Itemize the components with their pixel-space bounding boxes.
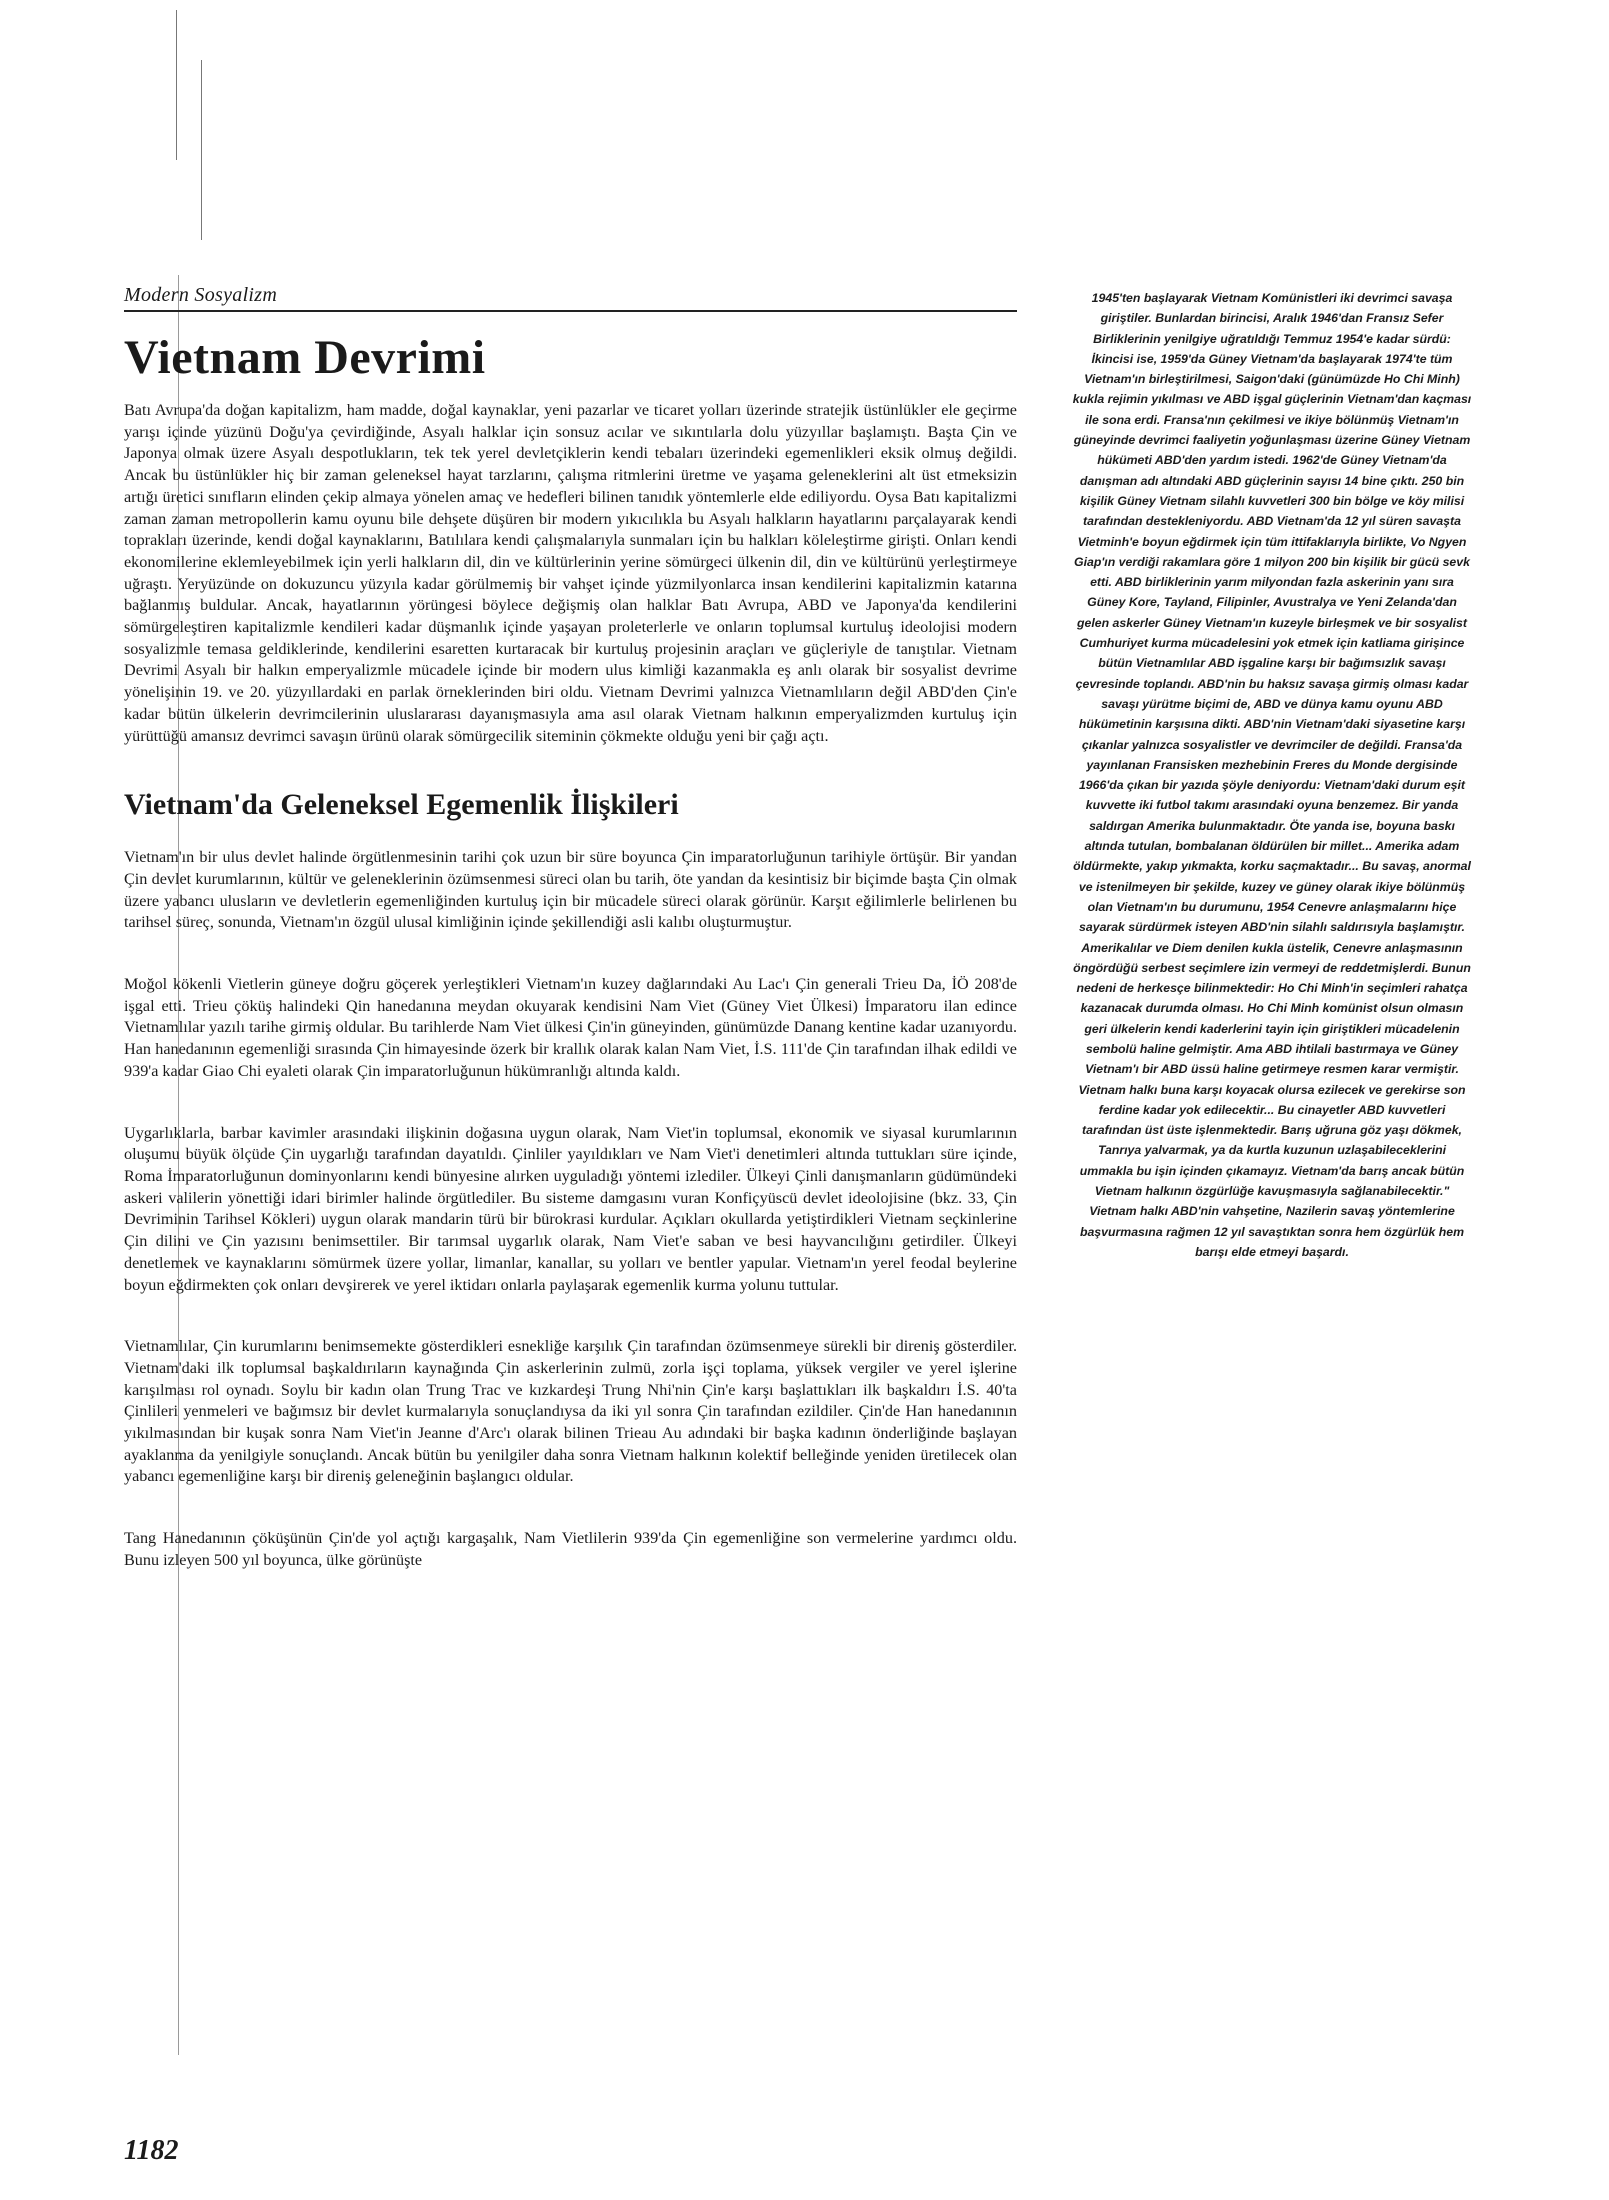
- header-rule: [124, 310, 1017, 312]
- body-paragraph: Vietnamlılar, Çin kurumlarını benimsemekte gösterdikleri esnekliğe karşılık Çin tarafından özümsenmeye sürekli bir direniş gösterdiler. Vietnam'daki ilk toplumsal başkaldırıların kaynağında Çin askerlerinin zulmü, zorla işçi toplama, yüksek vergiler ve yerel işlerine karışılması rol oynadı. Soylu bir kadın olan Trung Trac ve kızkardeşi Trung Nhi'nin Çin'e karşı başlattıkları ilk başkaldırı İ.S. 40'ta Çinlileri yenmeleri ve bağımsız bir devlet kurmalarıyla sonuçlandıysa da iki yıl sonra Çin tarafından ezildiler. Çin'de Han hanedanının yıkılmasından bir kuşak sonra Nam Viet'in Jeanne d'Arc'ı olarak bilinen Trieau Au adındaki bir başka kadının önderliğinde başlayan ayaklanma da yenilgiyle sonuçlandı. Ancak bütün bu yenilgiler daha sonra Vietnam halkının kolektif belleğinde yeniden üretilecek olan yabancı egemenliğine karşı bir direniş geleneğinin başlangıcı oldular.: [124, 1337, 1017, 1486]
- intro-paragraph: Batı Avrupa'da doğan kapitalizm, ham madde, doğal kaynaklar, yeni pazarlar ve ticaret yolları üzerinde stratejik üstünlükler ele geçirme yarışı içinde yüzünü Doğu'ya çevirdiğinde, Asyalı halklar için sonsuz acılar ve sıkıntılarla dolu yüzyıllar başlamıştı. Başta Çin ve Japonya olmak üzere Asyalı despotlukların, tek tek yerel devletçiklerin kendi tebaları üzerindeki egemenlikleri eksik olmuş değildi. Ancak bu üstünlükler hiç bir zaman geleneksel hayat tarzlarını, çalışma ritmlerini üretme ve yaşama geleneklerini alt üst etmeksizin artığı üretici sınıfların elinden çekip almaya yönelen amaç ve hedefleri bilinen tanıdık yöntemlerle elde ediliyordu. Oysa Batı kapitalizmi zaman zaman metropollerin kamu oyunu bile dehşete düşüren bir modern yıkıcılıkla bu Asyalı halkların hayatlarını parçalayarak kendi toprakları üzerinde, kendi doğal kaynaklarını, Batılılara kendi çalışmalarıyla sunmaları için bu halkları köleleştirme girişti. Onları kendi ekonomilerine eklemleyebilmek için yerli halkların dil, din ve kültürlerinin yerine sömürgeci ülkenin dil, din ve kültürünü yerleştirmeye uğraştı. Yeryüzünde on dokuzuncu yüzyıla kadar görülmemiş bir vahşet içinde yüzmilyonlarca insan kendilerini kapitalizmin katarına bağlanmış buldular. Ancak, hayatlarının yörüngesi böylece değişmiş olan halklar Batı Avrupa, ABD ve Japonya'da kendilerini sömürgeleştiren kapitalizmle kendileri kadar düşmanlık içinde yaşayan proleterlerle ve onların toplumsal kurtuluş ideolojisi modern sosyalizmle temasa geldiklerinde, kendilerini esaretten kurtaracak bir kurtuluş projesinin araçları ve güçleriyle de tanıştılar. Vietnam Devrimi Asyalı bir halkın emperyalizmle mücadele içinde bir modern ulus kimliği kazanmakla eş anlı olarak bir sosyalist devrime yönelişinin 19. ve 20. yüzyıllardaki en parlak örneklerinden biri oldu. Vietnam Devrimi yalnızca Vietnamlıların değil ABD'den Çin'e kadar bütün ülkelerin devrimcilerinin uluslararası dayanışmasıyla ama asıl olarak Vietnam halkının emperyalizmden kurtuluş için yürüttüğü amansız devrimci savaşın ürünü olarak sömürgecilik siteminin çökmekte olduğu yeni bir çağı açtı.: [124, 401, 1017, 745]
- body-paragraph: Tang Hanedanının çöküşünün Çin'de yol açtığı kargaşalık, Nam Vietlilerin 939'da Çin egemenliğine son vermelerine yardımcı oldu. Bunu izleyen 500 yıl boyunca, ülke görünüşte: [124, 1529, 1017, 1569]
- page-number: 1182: [124, 2135, 179, 2166]
- body-paragraph: Vietnam'ın bir ulus devlet halinde örgütlenmesinin tarihi çok uzun bir süre boyunca Çin imparatorluğunun tarihiyle örtüşür. Bir yandan Çin devlet kurumlarının, kültür ve geleneklerinin özümsenmesi süreci olan bu tarih, öte yandan da kesintisiz bir biçimde başta Çin olmak üzere yabancı ulusların ve devletlerin egemenliğinden kurtuluş için bir mücadele süreci olarak görünür. Karşıt eğilimlerle belirlenen bu tarihsel süreç, sonunda, Vietnam'ın özgül ulusal kimliğinin içinde şekillendiği asli kalıbı oluşturmuştur.: [124, 848, 1017, 932]
- sidebar-column: [1072, 288, 1472, 1262]
- body-paragraph: Uygarlıklarla, barbar kavimler arasındaki ilişkinin doğasına uygun olarak, Nam Viet'in toplumsal, ekonomik ve siyasal kurumlarının oluşumu büyük ölçüde Çin uygarlığı tarafından dayatıldı. Çinliler yayıldıkları ve Nam Viet'i denetimleri altında tuttukları süre içinde, Roma İmparatorluğunun dominyonlarını kendi bünyesine alırken uyguladığı yöntemi izlediler. Ülkeyi Çinli danışmanların güdümündeki askeri valilerin yönettiği idari birimler halinde örgütlediler. Bu sisteme damgasını vuran Konfiçyüscü devlet ideolojisine (bkz. 33, Çin Devriminin Tarihsel Kökleri) uygun olarak mandarin türü bir bürokrasi kurdular. Açıkları okullarda yetiştirdikleri Vietnam seçkinlerine Çin dilini ve Çin yazısını benimsettiler. Bir tarımsal uygarlık olarak, Nam Viet'e saban ve besi hayvancılığını getirdiler. Ülkeyi denetlemek ve kaynaklarını sömürmek üzere yollar, limanlar, kanallar, su yolları ve bentler yapular. Vietnam'ın yerel feodal beylerine boyun eğdirmekten çok onları devşirerek ve yerel iktidarı onlarla paylaşarak egemenlik kurma yolunu tuttular.: [124, 1123, 1017, 1294]
- scan-artifacts: [0, 0, 1609, 240]
- section-label: Modern Sosyalizm: [124, 284, 278, 306]
- sidebar-text: 1945'ten başlayarak Vietnam Komünistleri iki devrimci savaşa giriştiler. Bunlardan birincisi, Aralık 1946'dan Fransız Sefer Birliklerinin yenilgiye uğratıldığı Temmuz 1954'e kadar sürdü: İkincisi ise, 1959'da Güney Vietnam'da başlayarak 1974'te tüm Vietnam'ın birleştirilmesi, Saigon'daki (günümüzde Ho Chi Minh) kukla rejimin yıkılması ve ABD işgal güçlerinin Vietnam'dan kaçması ile sona erdi. Fransa'nın çekilmesi ve ikiye bölünmüş Vietnam'ın güneyinde devrimci faaliyetin yoğunlaşması üzerine Güney Vietnam hükümeti ABD'den yardım istedi. 1962'de Güney Vietnam'da danışman adı altındaki ABD güçlerinin sayısı 14 bine çıktı. 250 bin kişilik Güney Vietnam silahlı kuvvetleri 300 bin bölge ve köy milisi tarafından destekleniyordu. ABD Vietnam'da 12 yıl süren savaşta Vietminh'e boyun eğdirmek için tüm ittifaklarıyla birlikte, Vo Ngyen Giap'ın verdiği rakamlara göre 1 milyon 200 bin kişilik bir gücü sevk etti. ABD birliklerinin yarım milyondan fazla askerinin yanı sıra Güney Kore, Tayland, Filipinler, Avustralya ve Yeni Zelanda'dan gelen askerler Güney Vietnam'ın kuzeyle birleşmek ve bir sosyalist Cumhuriyet kurma mücadelesini yok etmek için katliama girişince bütün Vietnamlılar ABD işgaline karşı bir bağımsızlık savaşı çevresinde toplandı. ABD'nin bu haksız savaşa girmiş olması kadar savaşı yürütme biçimi de, ABD ve dünya kamu oyunu ABD hükümetinin karşısına dikti. ABD'nin Vietnam'daki siyasetine karşı çıkanlar yalnızca sosyalistler ve devrimciler de değildi. Fransa'da yayınlanan Fransisken mezhebinin Freres du Monde dergisinde 1966'da çıkan bir yazıda şöyle deniyordu: Vietnam'daki durum eşit kuvvette iki futbol takımı arasındaki oyuna benzemez. Bir yanda saldırgan Amerika bulunmaktadır. Öte yanda ise, boyuna baskı altında tutulan, bombalanan öldürülen bir millet... Amerika adam öldürmekte, yakıp yıkmakta, korku saçmaktadır... Bu savaş, anormal ve istenilmeyen bir şekilde, kuzey ve güney olarak ikiye bölünmüş olan Vietnam'ın bu durumunu, 1954 Cenevre anlaşmalarını hiçe sayarak sürdürmek isteyen ABD'nin silahlı saldırısıyla başlamıştır. Amerikalılar ve Diem denilen kukla üstelik, Cenevre anlaşmasının öngördüğü serbest seçimlere izin vermeyi de reddetmişlerdi. Bunun nedeni de herkesçe bilinmektedir: Ho Chi Minh'in seçimleri rahatça kazanacak durumda olması. Ho Chi Minh komünist olsun olmasın geri ülkelerin kendi kaderlerini tayin için giriştikleri mücadelenin sembolü haline gelmiştir. Ama ABD ihtilali bastırmaya ve Güney Vietnam'ı bir ABD üssü haline getirmeye resmen karar vermiştir. Vietnam halkı buna karşı koyacak olursa ezilecek ve gerekirse son ferdine kadar yok edilecektir... Bu cinayetler ABD kuvvetleri tarafından üst üste işlenmektedir. Barış uğruna göz yaşı dökmek, Tanrıya yalvarmak, ya da kurtla kuzunun uzlaşabileceklerini ummakla bu işin içinden çıkamayız. Vietnam'da barış ancak bütün Vietnam halkının özgürlüğe kavuşmasıyla sağlanabilecektir." Vietnam halkı ABD'nin vahşetine, Nazilerin savaş yöntemlerine başvurmasına rağmen 12 yıl savaştıktan sonra hem özgürlük hem barışı elde etmeyi başardı.: [1072, 291, 1472, 1259]
- main-column: [124, 400, 1017, 1594]
- page-title: Vietnam Devrimi: [124, 331, 486, 384]
- section-heading: Vietnam'da Geleneksel Egemenlik İlişkileri: [124, 788, 679, 822]
- body-paragraph: Moğol kökenli Vietlerin güneye doğru göçerek yerleştikleri Vietnam'ın kuzey dağlarındaki Au Lac'ı Çin generali Trieu Da, İÖ 208'de işgal etti. Trieu çöküş halindeki Qin hanedanına meydan okuyarak kendisini Nam Viet (Güney Viet Ülkesi) İmparatoru ilan edince Vietnamlılar yazılı tarihe girmiş oldular. Bu tarihlerde Nam Viet ülkesi Çin'in güneyinden, günümüzde Danang kentine kadar uzanıyordu. Han hanedanının egemenliği sırasında Çin himayesinde özerk bir krallık olarak kalan Nam Viet, İ.S. 111'de Çin tarafından ilhak edildi ve 939'a kadar Giao Chi eyaleti olarak Çin imparatorluğunun hükümranlığı altında kaldı.: [124, 975, 1017, 1080]
